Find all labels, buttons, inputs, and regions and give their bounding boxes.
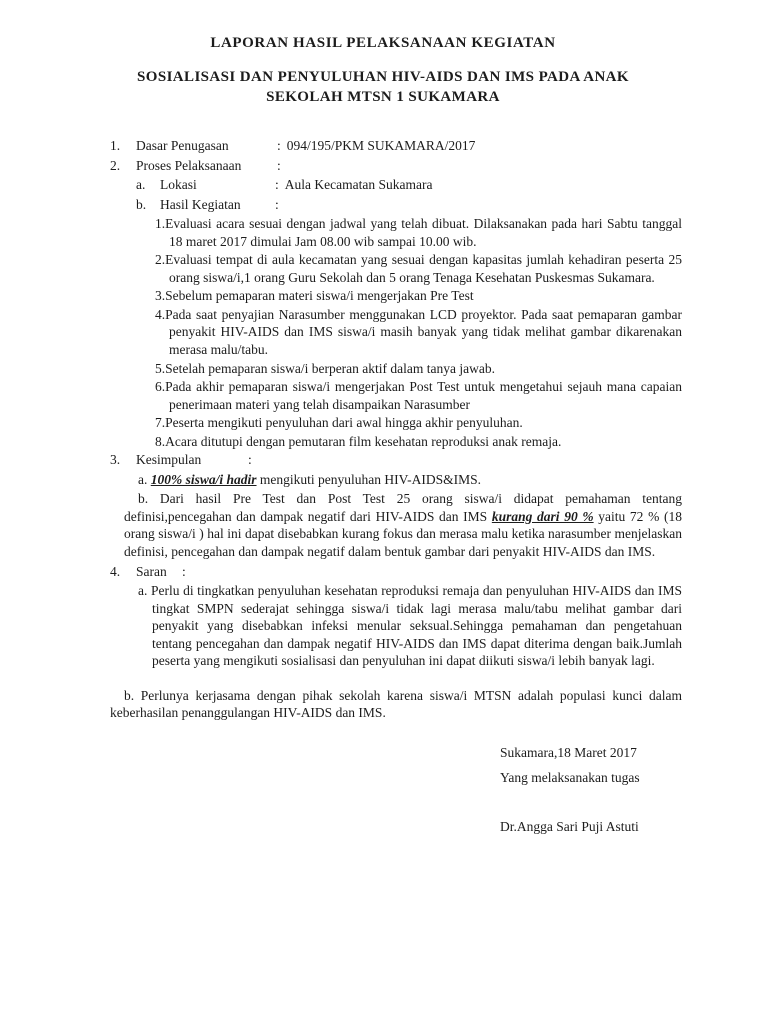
hasil-item-text: Setelah pemaparan siswa/i berperan aktif dalam tanya jawab. bbox=[165, 360, 495, 376]
hasil-item-number: 6. bbox=[155, 379, 166, 395]
hasil-item-3 bbox=[155, 287, 682, 305]
lokasi-row bbox=[136, 176, 682, 194]
hasil-item-number: 4. bbox=[155, 306, 166, 322]
item-number: 1. bbox=[110, 138, 121, 153]
kesimpulan-highlight-hadir: 100% siswa/i hadir bbox=[150, 471, 257, 487]
hasil-item-text: Sebelum pemaparan materi siswa/i mengerjakan Pre Test bbox=[165, 288, 474, 304]
saran-item-a bbox=[138, 582, 682, 670]
hasil-item-number: 5. bbox=[155, 360, 166, 376]
kesimpulan-highlight-kurang: kurang dari 90 % bbox=[491, 508, 594, 524]
document-body bbox=[110, 137, 682, 836]
kesimpulan-item-a-text: mengikuti penyuluhan HIV-AIDS&IMS. bbox=[259, 471, 482, 487]
subtitle-line-1: SOSIALISASI DAN PENYULUHAN HIV-AIDS DAN IMS PADA ANAK bbox=[137, 68, 629, 85]
hasil-item-2 bbox=[155, 251, 682, 286]
item-letter: a. bbox=[138, 471, 148, 487]
hasil-kegiatan-label: Hasil Kegiatan bbox=[160, 196, 241, 212]
signature-block bbox=[500, 744, 682, 836]
hasil-item-number: 7. bbox=[155, 415, 166, 431]
kesimpulan-row bbox=[110, 451, 682, 469]
item-letter: a. bbox=[136, 177, 146, 193]
dasar-penugasan-row bbox=[110, 137, 682, 155]
separator: : bbox=[277, 157, 281, 173]
hasil-item-number: 3. bbox=[155, 288, 166, 304]
item-number: 3. bbox=[110, 452, 121, 468]
hasil-item-7 bbox=[155, 414, 682, 432]
item-number: 2. bbox=[110, 157, 121, 173]
hasil-item-text: Peserta mengikuti penyuluhan dari awal hingga akhir penyuluhan. bbox=[165, 415, 523, 431]
item-letter: a. bbox=[138, 583, 148, 599]
hasil-item-4 bbox=[155, 306, 682, 359]
kesimpulan-item-b-lead: Dari hasil Pre Test dan Post Test 25 orang siswa/i didapat pemahaman tentang definisi,pencegahan dan dampak negatif dari HIV-AIDS dan IMS bbox=[124, 491, 682, 524]
separator: : bbox=[275, 177, 279, 193]
saran-item-b bbox=[110, 687, 682, 722]
dasar-penugasan-value: 094/195/PKM SUKAMARA/2017 bbox=[286, 138, 476, 153]
separator: : bbox=[248, 452, 252, 468]
saran-item-b-text: Perlunya kerjasama dengan pihak sekolah karena siswa/i MTSN adalah populasi kunci dalam keberhasilan penanggulangan HIV-AIDS dan IMS. bbox=[110, 687, 682, 721]
item-letter: b. bbox=[138, 491, 149, 507]
subtitle-line-2: SEKOLAH MTSN 1 SUKAMARA bbox=[266, 88, 500, 105]
hasil-item-6 bbox=[155, 378, 682, 413]
proses-pelaksanaan-label: Proses Pelaksanaan bbox=[136, 157, 242, 173]
kesimpulan-item-b-rest: yaitu 72 % (18 orang siswa/i ) hal ini dapat disebabkan kurang fokus dan merasa malu ketika narasumber menjelaskan definisi, pencegahan dan dampak negatif dalam bentuk gambar dari penyakit HIV-AIDS dan IMS. bbox=[124, 508, 683, 560]
hasil-item-number: 8. bbox=[155, 433, 166, 449]
lokasi-value: Aula Kecamatan Sukamara bbox=[284, 177, 433, 193]
page-subtitle bbox=[97, 67, 669, 108]
separator: : bbox=[275, 196, 279, 212]
signature-place-date: Sukamara,18 Maret 2017 bbox=[500, 744, 637, 760]
item-letter: b. bbox=[124, 687, 135, 703]
hasil-kegiatan-row bbox=[136, 196, 682, 214]
lokasi-label: Lokasi bbox=[160, 177, 197, 193]
signature-role: Yang melaksanakan tugas bbox=[500, 769, 640, 785]
hasil-item-5 bbox=[155, 360, 682, 378]
saran-item-a-text: Perlu di tingkatkan penyuluhan kesehatan reproduksi remaja dan penyuluhan HIV-AIDS dan IMS tingkat SMPN sederajat sehingga siswa/i tidak lagi merasa malu/tabu melihat gambar dari penyakit yang disebabkan infeksi menular seksual.Sehingga pemahaman dan pengetahuan tentang pencegahan dan dampak negatif HIV-AIDS dan IMS dapat diterima dengan baik.Jumlah peserta yang mengikuti sosialisasi dan penyuluhan ini dapat diikuti siswa/i lebih banyak lagi. bbox=[150, 583, 682, 669]
hasil-item-number: 1. bbox=[155, 216, 166, 232]
page-title: LAPORAN HASIL PELAKSANAAN KEGIATAN bbox=[210, 35, 556, 51]
separator: : bbox=[182, 563, 186, 579]
hasil-item-text: Evaluasi acara sesuai dengan jadwal yang telah dibuat. Dilaksanakan pada hari Sabtu tanggal 18 maret 2017 dimulai Jam 08.00 wib sampai 10.00 wib. bbox=[165, 216, 682, 249]
hasil-item-text: Pada akhir pemaparan siswa/i mengerjakan Post Test untuk mengetahui sejauh mana capaian penerimaan materi yang telah disampaikan Narasumber bbox=[165, 379, 682, 412]
hasil-item-text: Pada saat penyajian Narasumber menggunakan LCD proyektor. Pada saat pemaparan gambar penyakit HIV-AIDS dan IMS siswa/i masih banyak yang tidak melihat gambar dikarenakan merasa malu/tabu. bbox=[165, 306, 682, 358]
separator: : bbox=[277, 138, 281, 153]
saran-label: Saran bbox=[136, 563, 167, 579]
kesimpulan-item-b bbox=[124, 490, 682, 560]
kesimpulan-item-a bbox=[138, 471, 682, 489]
hasil-item-text: Acara ditutupi dengan pemutaran film kesehatan reproduksi anak remaja. bbox=[165, 433, 562, 449]
hasil-item-8 bbox=[155, 433, 682, 451]
signature-name: Dr.Angga Sari Puji Astuti bbox=[500, 819, 639, 835]
saran-row bbox=[110, 563, 682, 581]
dasar-penugasan-label: Dasar Penugasan bbox=[136, 138, 229, 153]
item-letter: b. bbox=[136, 196, 147, 212]
kesimpulan-label: Kesimpulan bbox=[136, 452, 202, 468]
hasil-item-1 bbox=[155, 215, 682, 250]
hasil-item-text: Evaluasi tempat di aula kecamatan yang sesuai dengan kapasitas jumlah kehadiran peserta 25 orang siswa/i,1 orang Guru Sekolah dan 5 orang Tenaga Kesehatan Puskesmas Sukamara. bbox=[165, 252, 682, 285]
hasil-item-number: 2. bbox=[155, 252, 166, 268]
item-number: 4. bbox=[110, 563, 121, 579]
proses-pelaksanaan-row bbox=[110, 157, 682, 175]
hasil-kegiatan-list bbox=[155, 215, 682, 450]
